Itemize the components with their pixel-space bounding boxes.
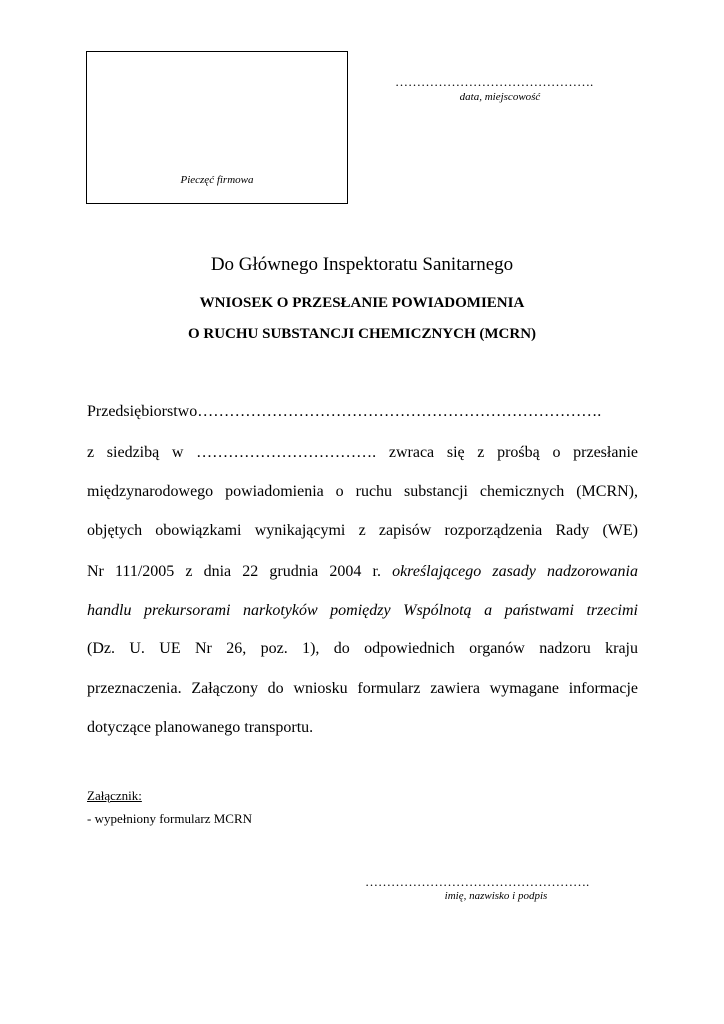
body-line-6: handlu prekursorami narkotyków pomiędzy Wspólnotą a państwami trzecimi <box>87 602 638 619</box>
body-line-5-italic: określającego zasady nadzorowania <box>392 563 639 580</box>
company-stamp-box <box>86 51 348 204</box>
annex-item: - wypełniony formularz MCRN <box>87 811 253 826</box>
document-title-line-1: WNIOSEK O PRZESŁANIE POWIADOMIENIA <box>199 295 525 311</box>
body-line-9: dotyczące planowanego transportu. <box>87 719 314 736</box>
body-line-7: (Dz. U. UE Nr 26, poz. 1), do odpowiednich organów nadzoru kraju <box>87 640 638 657</box>
stamp-label: Pieczęć firmowa <box>180 174 254 186</box>
body-line-5-normal: Nr 111/2005 z dnia 22 grudnia 2004 r. <box>87 563 381 580</box>
document-title-line-2: O RUCHU SUBSTANCJI CHEMICZNYCH (MCRN) <box>187 326 537 342</box>
date-place-field: ………………………………………. <box>395 74 594 89</box>
addressee: Do Głównego Inspektoratu Sanitarnego <box>210 254 514 275</box>
body-line-8: przeznaczenia. Załączony do wniosku formularz zawiera wymagane informacje <box>87 680 638 697</box>
body-line-4: objętych obowiązkami wynikającymi z zapisów rozporządzenia Rady (WE) <box>87 522 638 539</box>
signature-caption: imię, nazwisko i podpis <box>444 890 548 902</box>
body-line-3: międzynarodowego powiadomienia o ruchu substancji chemicznych (MCRN), <box>87 483 638 500</box>
body-line-2: z siedzibą w ……………………………. zwraca się z prośbą o przesłanie <box>87 444 638 461</box>
body-line-5 <box>87 563 638 581</box>
signature-field: ……………………………………………. <box>365 874 590 889</box>
date-place-caption: data, miejscowość <box>459 91 541 103</box>
body-line-company: Przedsiębiorstwo…………………………………………………………………. <box>87 403 602 420</box>
annex-heading: Załącznik: <box>87 788 142 803</box>
